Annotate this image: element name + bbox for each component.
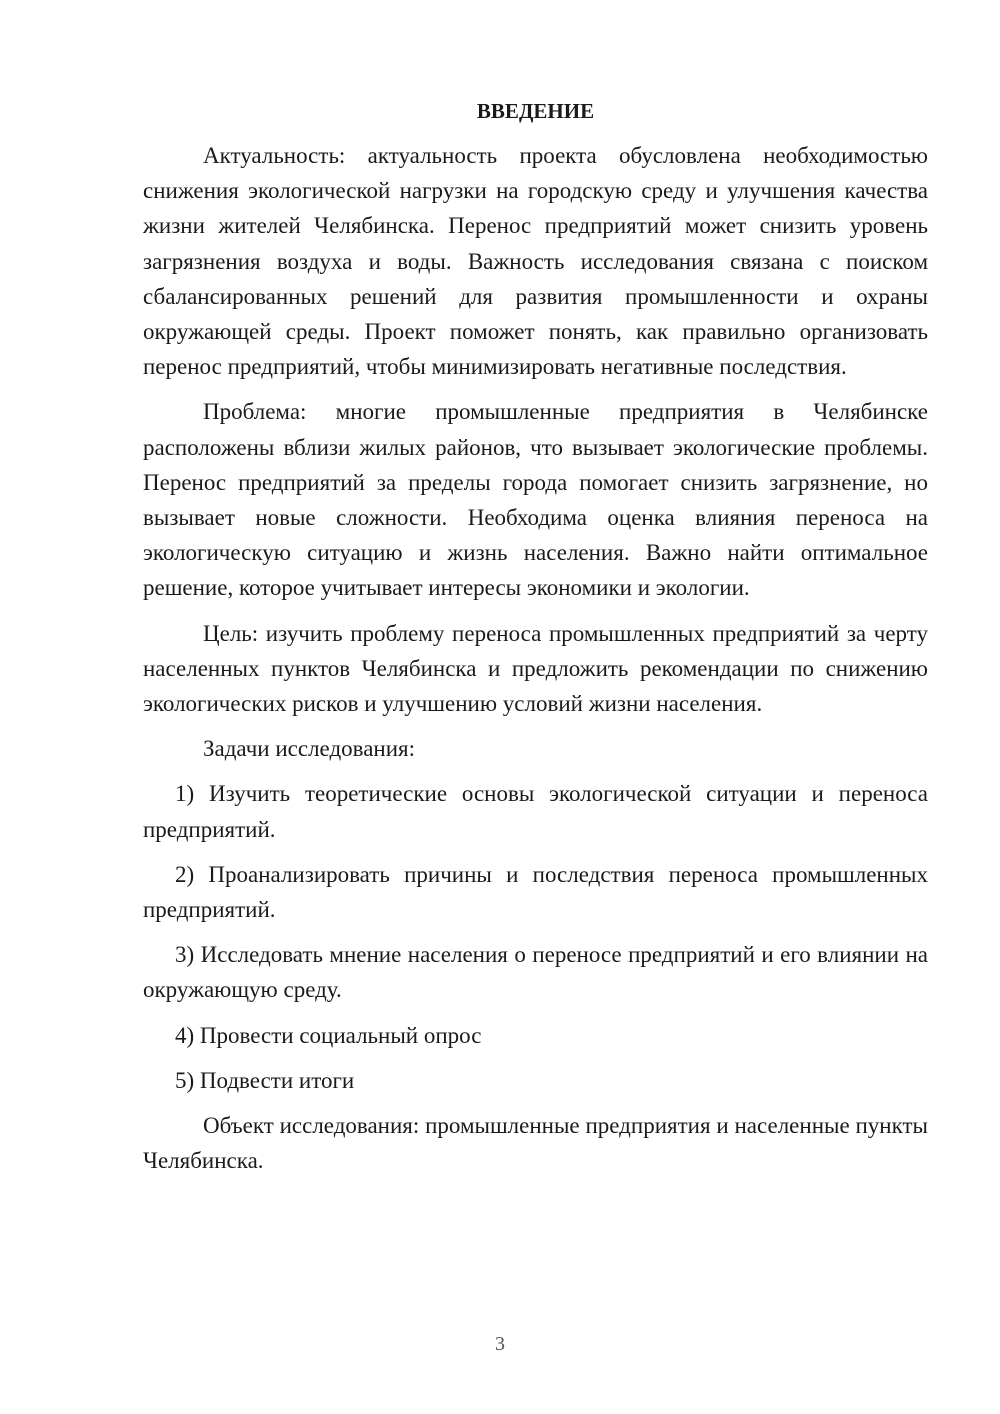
problem-paragraph: Проблема: многие промышленные предприятия в Челябинске расположены вблизи жилых районов, что вызывает экологические проблемы. Перенос предприятий за пределы города помогает снизить загрязнение, но вызывает новые сложности. Необходима оценка влияния переноса на экологическую ситуацию и жизнь населения. Важно найти оптимальное решение, которое учитывает интересы экономики и экологии. [143,399,928,601]
page-content [143,96,928,1188]
task-item: 3) Исследовать мнение населения о переносе предприятий и его влиянии на окружающую среду. [143,942,928,1003]
object-paragraph: Объект исследования: промышленные предприятия и населенные пункты Челябинска. [143,1113,928,1174]
section-title: ВВЕДЕНИЕ [476,99,595,123]
task-item: 5) Подвести итоги [175,1067,355,1093]
task-item: 1) Изучить теоретические основы экологической ситуации и переноса предприятий. [143,781,928,842]
goal-paragraph: Цель: изучить проблему переноса промышленных предприятий за черту населенных пунктов Челябинска и предложить рекомендации по снижению экологических рисков и улучшению условий жизни населения. [143,620,928,717]
task-item: 4) Провести социальный опрос [175,1022,482,1048]
page-number: 3 [495,1333,505,1355]
task-item: 2) Проанализировать причины и последствия переноса промышленных предприятий. [143,861,928,923]
relevance-paragraph: Актуальность: актуальность проекта обусловлена необходимостью снижения экологической нагрузки на городскую среду и улучшения качества жизни жителей Челябинска. Перенос предприятий может снизить уровень загрязнения воздуха и воды. Важность исследования связана с поиском сбалансированных решений для развития промышленности и охраны окружающей среды. Проект поможет понять, как правильно организовать перенос предприятий, чтобы минимизировать негативные последствия. [143,143,928,380]
tasks-list [143,776,928,1098]
tasks-heading: Задачи исследования: [203,736,416,762]
